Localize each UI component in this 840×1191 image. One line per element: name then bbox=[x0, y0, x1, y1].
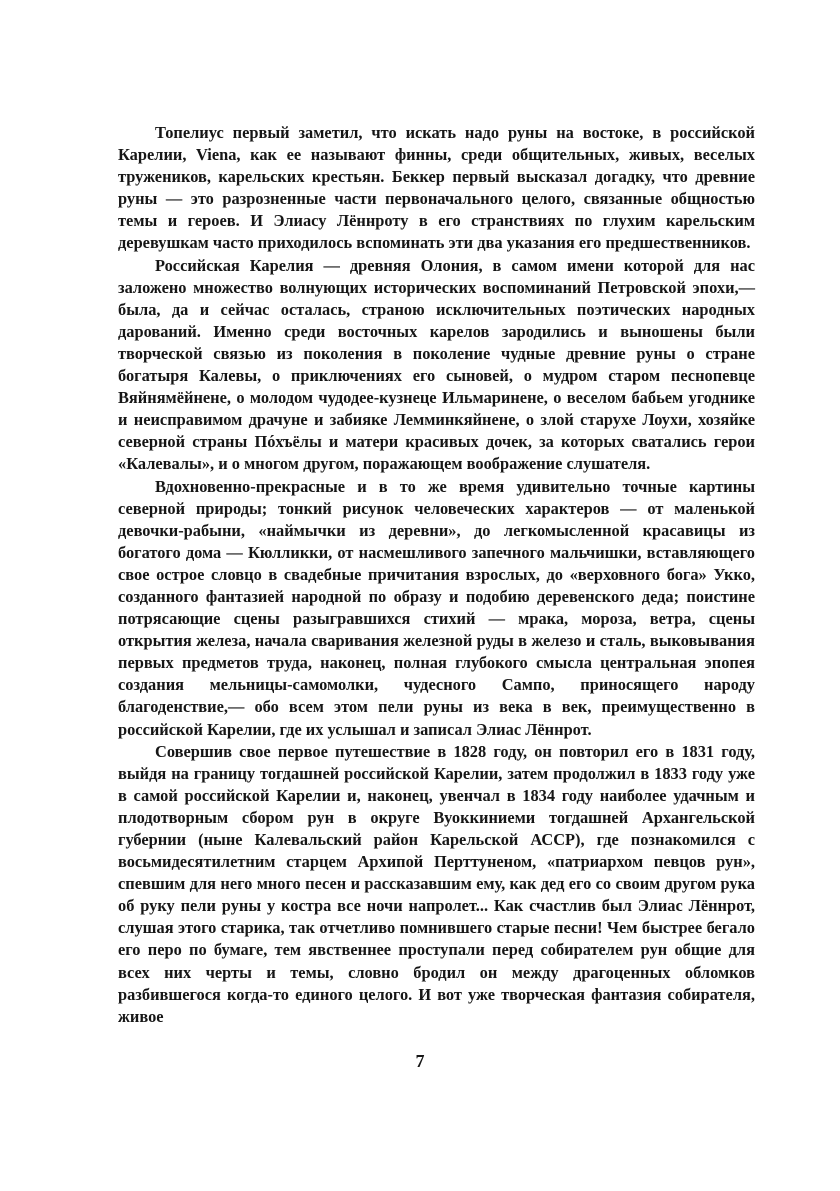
paragraph: Топелиус первый заметил, что искать надо руны на востоке, в российской Карелии, Viena, как ее называют финны, среди общительных, живых, веселых тружеников, карельских крестьян. Беккер первый высказал догадку, что древние руны — это разрозненные части первоначального целого, связанные общностью темы и героев. И Элиасу Лённроту в его странствиях по глухим карельским деревушкам часто приходилось вспоминать эти два указания его предшественников. bbox=[118, 123, 755, 253]
page-number: 7 bbox=[415, 1051, 425, 1071]
body-text bbox=[118, 122, 755, 1028]
paragraph: Вдохновенно-прекрасные и в то же время удивительно точные картины северной природы; тонкий рисунок человеческих характеров — от маленькой девочки-рабыни, «наймычки из деревни», до легкомысленной красавицы из богатого дома — Кюлликки, от насмешливого запечного мальчишки, вставляющего свое острое словцо в свадебные причитания взрослых, до «верховного бога» Укко, созданного фантазией народной по образу и подобию деревенского деда; поистине потрясающие сцены разыгравшихся стихий — мрака, мороза, ветра, сцены открытия железа, начала сваривания железной руды в железо и сталь, выковывания первых предметов труда, наконец, полная глубокого смысла центральная эпопея создания мельницы-самомолки, чудесного Сампо, приносящего народу благоденствие,— обо всем этом пели руны из века в век, преимущественно в российской Карелии, где их услышал и записал Элиас Лённрот. bbox=[118, 476, 755, 739]
paragraph: Совершив свое первое путешествие в 1828 году, он повторил его в 1831 году, выйдя на границу тогдашней российской Карелии, затем продолжил в 1833 году уже в самой российской Карелии и, наконец, увенчал в 1834 году наиболее удачным и плодотворным сбором рун в округе Вуоккиниеми тогдашней Архангельской губернии (ныне Калевальский район Карельской АССР), где познакомился с восьмидесятилетним старцем Архипой Перттуненом, «патриархом певцов рун», спевшим для него много песен и рассказавшим ему, как дед его со своим другом рука об руку пели руны у костра все ночи напролет... Как счастлив был Элиас Лённрот, слушая этого старика, так отчетливо помнившего старые песни! Чем быстрее бегало его перо по бумаге, тем явственнее проступали перед собирателем рун общие для всех них черты и темы, словно бродил он между драгоценных обломков разбившегося когда-то единого целого. И вот уже творческая фантазия собирателя, живое bbox=[118, 741, 755, 1026]
paragraph: Российская Карелия — древняя Олония, в самом имени которой для нас заложено множество волнующих исторических воспоминаний Петровской эпохи,— была, да и сейчас осталась, страною исключительных поэтических народных дарований. Именно среди восточных карелов зародились и выношены были творческой связью из поколения в поколение чудные древние руны о стране богатыря Калевы, о приключениях его сыновей, о мудром старом песнопевце Вяйнямёйнене, о молодом чудодее-кузнеце Ильмаринене, о веселом бабьем угоднике и неисправимом драчуне и забияке Лемминкяйнене, о злой старухе Лоухи, хозяйке северной страны Пóхъёлы и матери красивых дочек, за которых сватались герои «Калевалы», и о многом другом, поражающем воображение слушателя. bbox=[118, 255, 755, 474]
